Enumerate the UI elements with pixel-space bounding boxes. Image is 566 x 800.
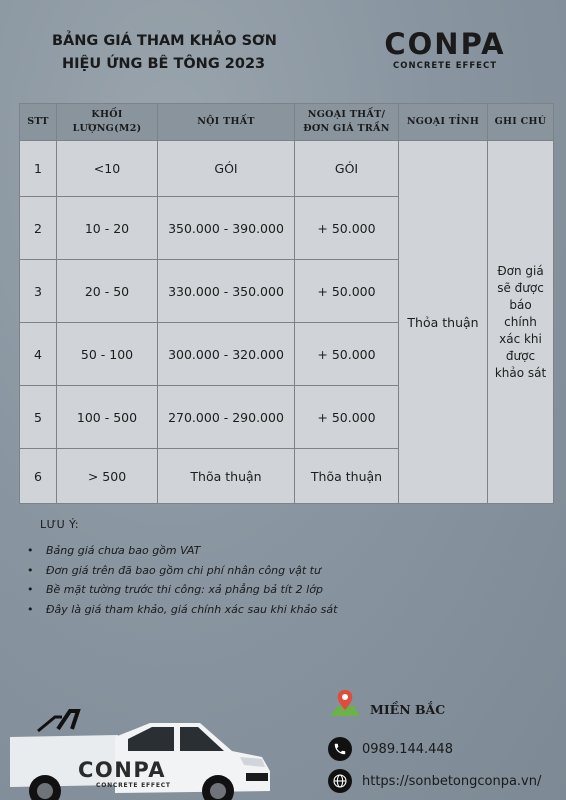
header-exterior-line2: ĐƠN GIÁ TRẦN — [303, 123, 390, 134]
cell-exterior: + 50.000 — [295, 260, 399, 323]
cell-interior: GÓI — [158, 141, 295, 197]
header-interior: NỘI THẤT — [158, 104, 295, 141]
cell-volume: 10 - 20 — [57, 197, 158, 260]
phone-icon — [328, 737, 352, 761]
globe-icon — [328, 769, 352, 793]
cell-note: Đơn giá sẽ được báo chính xác khi được khảo sát — [488, 141, 554, 504]
page-title — [52, 30, 292, 76]
price-table — [19, 103, 554, 504]
title-line-2: HIỆU ỨNG BÊ TÔNG 2023 — [62, 56, 266, 72]
cell-exterior: + 50.000 — [295, 197, 399, 260]
cell-stt: 5 — [20, 386, 57, 449]
header-note: GHI CHÚ — [488, 104, 554, 141]
header-exterior-line1: NGOẠI THẤT/ — [307, 109, 386, 120]
truck-image — [0, 707, 280, 800]
contact-phone — [328, 737, 453, 761]
cell-exterior: GÓI — [295, 141, 399, 197]
cell-volume: > 500 — [57, 449, 158, 504]
cell-volume: <10 — [57, 141, 158, 197]
brand-name: CONPA — [384, 27, 506, 61]
cell-exterior: + 50.000 — [295, 386, 399, 449]
region-label: MIỀN BẮC — [370, 701, 446, 717]
header-volume: KHỐI LƯỢNG(M2) — [57, 104, 158, 141]
brand-tagline: CONCRETE EFFECT — [393, 61, 497, 71]
cell-exterior: Thõa thuận — [295, 449, 399, 504]
header-exterior — [295, 104, 399, 141]
cell-exterior: + 50.000 — [295, 323, 399, 386]
notes-list — [40, 541, 337, 619]
cell-stt: 4 — [20, 323, 57, 386]
cell-interior: 270.000 - 290.000 — [158, 386, 295, 449]
truck-logo-tagline: CONCRETE EFFECT — [96, 782, 171, 789]
brand-logo — [364, 28, 526, 71]
cell-interior: 330.000 - 350.000 — [158, 260, 295, 323]
cell-stt: 3 — [20, 260, 57, 323]
title-line-1: BẢNG GIÁ THAM KHẢO SƠN — [52, 33, 277, 49]
header-stt: STT — [20, 104, 57, 141]
phone-number[interactable]: 0989.144.448 — [362, 741, 453, 757]
cell-province: Thỏa thuận — [399, 141, 488, 504]
cell-stt: 2 — [20, 197, 57, 260]
table-row — [20, 141, 554, 197]
note-item: • Đơn giá trên đã bao gồm chi phí nhân công vật tư — [40, 561, 337, 581]
contact-website — [328, 769, 541, 793]
cell-volume: 100 - 500 — [57, 386, 158, 449]
table-header-row — [20, 104, 554, 141]
truck-logo-text: CONPA — [78, 758, 167, 782]
cell-interior: 350.000 - 390.000 — [158, 197, 295, 260]
cell-interior: 300.000 - 320.000 — [158, 323, 295, 386]
map-pin-icon — [328, 686, 362, 720]
cell-volume: 20 - 50 — [57, 260, 158, 323]
note-item: • Bảng giá chưa bao gồm VAT — [40, 541, 337, 561]
cell-stt: 6 — [20, 449, 57, 504]
contact-region — [328, 686, 445, 720]
note-item: • Đây là giá tham khảo, giá chính xác sau khi khảo sát — [40, 600, 337, 620]
cell-stt: 1 — [20, 141, 57, 197]
note-item: • Bề mặt tường trước thi công: xả phẳng bả tít 2 lớp — [40, 580, 337, 600]
header-province: NGOẠI TỈNH — [399, 104, 488, 141]
notes-heading: LƯU Ý: — [40, 518, 80, 531]
notes-section — [40, 518, 337, 619]
website-link[interactable]: https://sonbetongconpa.vn/ — [362, 773, 542, 789]
cell-interior: Thõa thuận — [158, 449, 295, 504]
cell-volume: 50 - 100 — [57, 323, 158, 386]
